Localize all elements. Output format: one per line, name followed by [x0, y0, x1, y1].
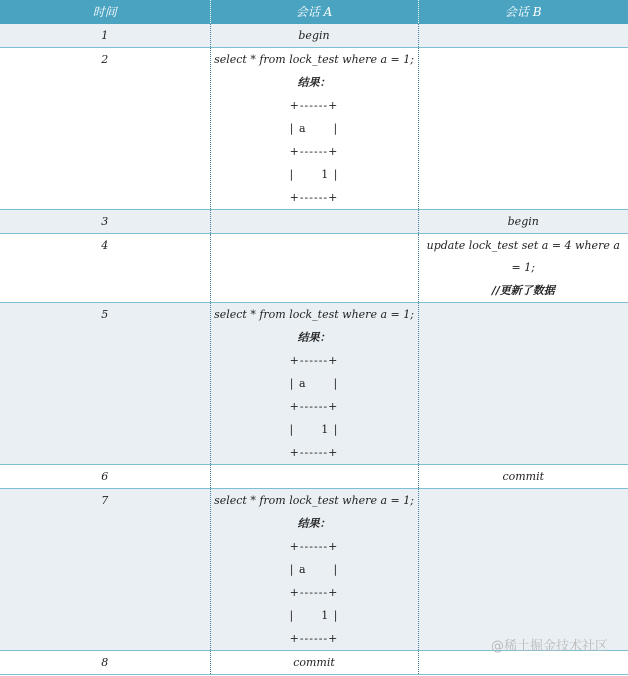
- session-a-cell: select * from lock_test where a = 1; 结果： +------+ | a | +------+ | 1 | +------+: [210, 303, 418, 465]
- session-a-cell: begin: [210, 24, 418, 48]
- session-b-cell: [418, 303, 628, 465]
- table-row: [0, 48, 628, 210]
- session-a-cell: [210, 465, 418, 489]
- session-a-cell: select * from lock_test where a = 1; 结果： +------+ | a | +------+ | 1 | +------+: [210, 489, 418, 651]
- table-row: [0, 651, 628, 675]
- table-row: [0, 24, 628, 48]
- header-time: 时间: [0, 0, 210, 24]
- header-row: [0, 0, 628, 24]
- time-cell: 8: [0, 651, 210, 675]
- watermark: @稀土掘金技术社区: [490, 639, 608, 654]
- header-session-a: 会话 A: [210, 0, 418, 24]
- session-b-cell: [418, 651, 628, 675]
- header-session-b: 会话 B: [418, 0, 628, 24]
- time-cell: 6: [0, 465, 210, 489]
- table-row: [0, 234, 628, 303]
- session-b-cell: commit: [418, 465, 628, 489]
- table-row: [0, 303, 628, 465]
- time-cell: 1: [0, 24, 210, 48]
- session-b-cell: begin: [418, 210, 628, 234]
- session-a-cell: commit: [210, 651, 418, 675]
- time-cell: 7: [0, 489, 210, 651]
- session-b-cell: [418, 48, 628, 210]
- session-a-cell: [210, 234, 418, 303]
- session-a-cell: select * from lock_test where a = 1; 结果： +------+ | a | +------+ | 1 | +------+: [210, 48, 418, 210]
- table-row: [0, 489, 628, 651]
- table-row: [0, 210, 628, 234]
- time-cell: 5: [0, 303, 210, 465]
- time-cell: 4: [0, 234, 210, 303]
- session-b-cell: update lock_test set a = 4 where a = 1; //更新了数据: [418, 234, 628, 303]
- session-b-cell: [418, 24, 628, 48]
- session-a-cell: [210, 210, 418, 234]
- session-b-cell: [418, 489, 628, 651]
- table-row: [0, 465, 628, 489]
- time-cell: 2: [0, 48, 210, 210]
- time-cell: 3: [0, 210, 210, 234]
